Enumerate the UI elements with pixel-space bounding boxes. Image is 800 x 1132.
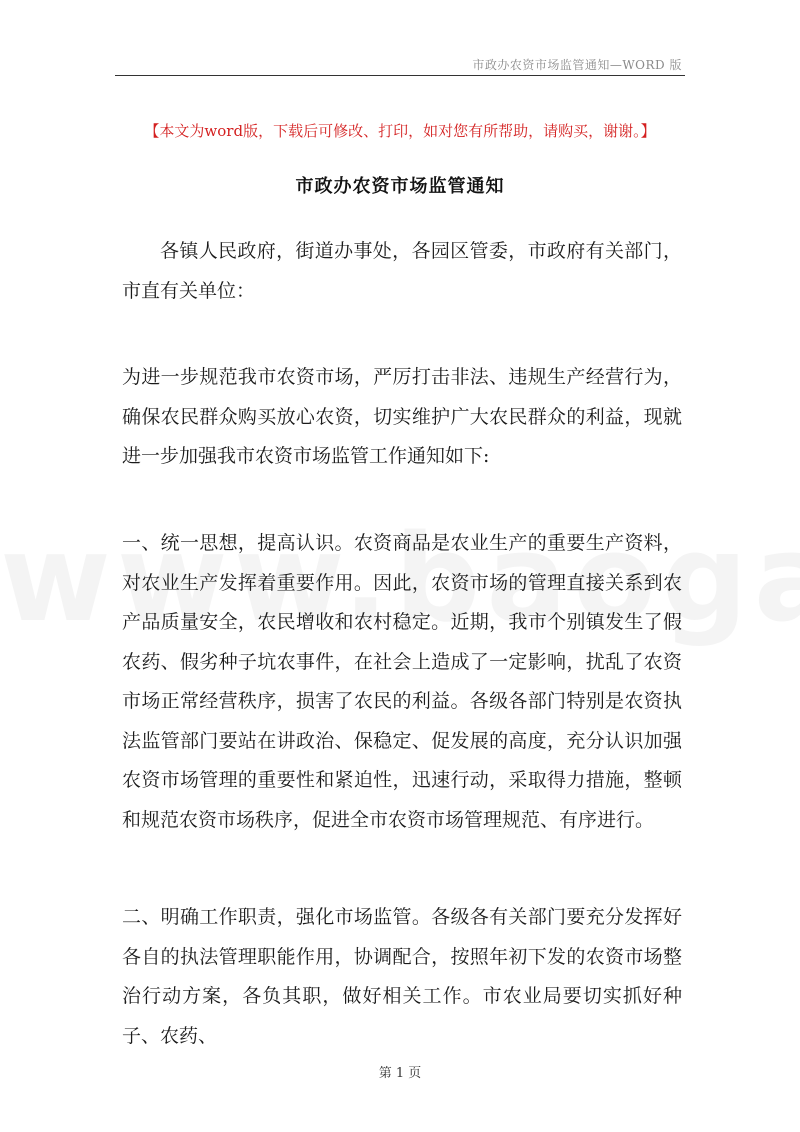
purchase-notice: 【本文为word版，下载后可修改、打印，如对您有所帮助，请购买，谢谢。】	[144, 122, 656, 140]
header-divider	[115, 75, 685, 76]
document-title: 市政办农资市场监管通知	[295, 176, 505, 197]
addressee-paragraph: 各镇人民政府，街道办事处，各园区管委，市政府有关部门，市直有关单位：	[122, 240, 682, 302]
section-one-paragraph: 一、统一思想，提高认识。农资商品是农业生产的重要生产资料，对农业生产发挥着重要作用。因此，农资市场的管理直接关系到农产品质量安全，农民增收和农村稳定。近期，我市个别镇发生了假农药、假劣种子坑农事件，在社会上造成了一定影响，扰乱了农资市场正常经营秩序，损害了农民的利益。各级各部门特别是农资执法监管部门要站在讲政治、保稳定、促发展的高度，充分认识加强农资市场管理的重要性和紧迫性，迅速行动，采取得力措施，整顿和规范农资市场秩序，促进全市农资市场管理规范、有序进行。	[122, 532, 682, 831]
running-header: 市政办农资市场监管通知—WORD 版	[472, 58, 682, 72]
page-number: 第 1 页	[378, 1066, 422, 1081]
intro-paragraph: 为进一步规范我市农资市场，严厉打击非法、违规生产经营行为，确保农民群众购买放心农资，切实维护广大农民群众的利益，现就进一步加强我市农资市场监管工作通知如下:	[122, 366, 682, 467]
section-two-paragraph: 二、明确工作职责，强化市场监管。各级各有关部门要充分发挥好各自的执法管理职能作用，协调配合，按照年初下发的农资市场整治行动方案，各负其职，做好相关工作。市农业局要切实抓好种子、农药、	[122, 906, 682, 1047]
